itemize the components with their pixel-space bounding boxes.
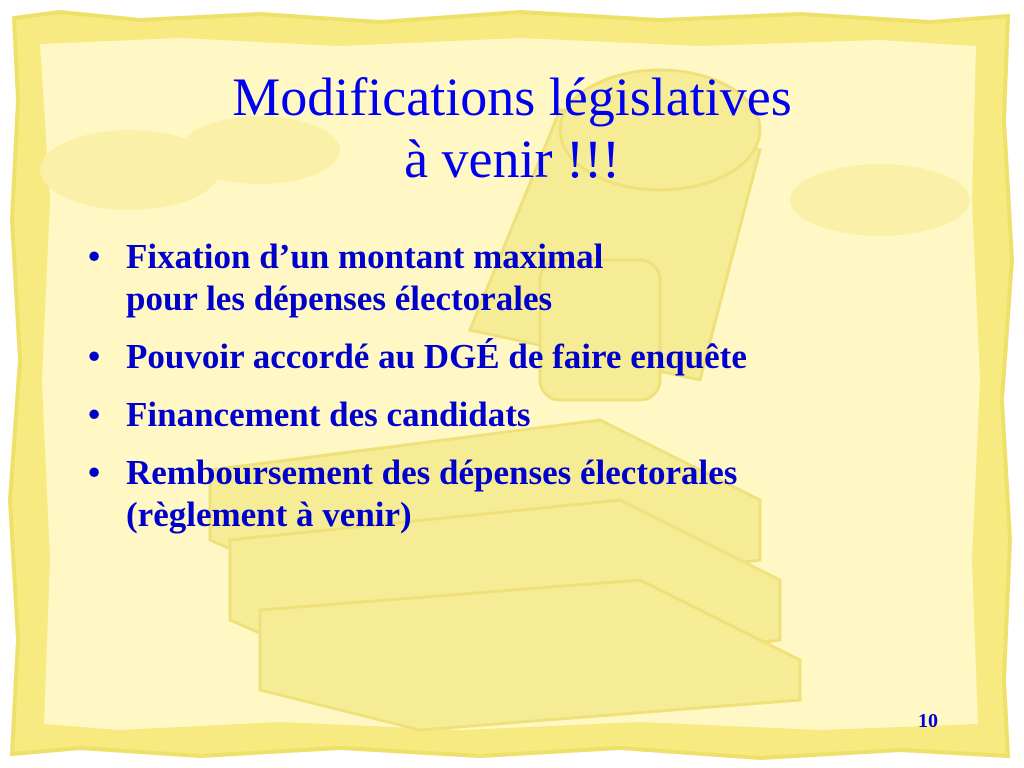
bullet-text: Pouvoir accordé au DGÉ de faire enquête [126,337,747,376]
bullet-item [88,394,988,436]
title-line-1: Modifications législatives [232,67,792,127]
bullet-text: Financement des candidats [126,395,531,434]
bullet-text: (règlement à venir) [126,495,412,534]
bullet-text: pour les dépenses électorales [126,279,553,318]
bullet-dot-icon: • [88,395,101,434]
bullet-text: Fixation d’un montant maximal [126,237,604,276]
bullet-text: Remboursement des dépenses électorales [126,453,738,492]
bullet-dot-icon: • [88,237,101,276]
bullet-item [88,452,988,536]
title-line-2: à venir !!! [404,129,620,189]
bullet-list [88,236,988,552]
bullet-item [88,336,988,378]
slide-title [0,66,1024,190]
bullet-dot-icon: • [88,453,101,492]
bullet-item [88,236,988,320]
bullet-dot-icon: • [88,337,101,376]
page-number: 10 [918,710,938,732]
